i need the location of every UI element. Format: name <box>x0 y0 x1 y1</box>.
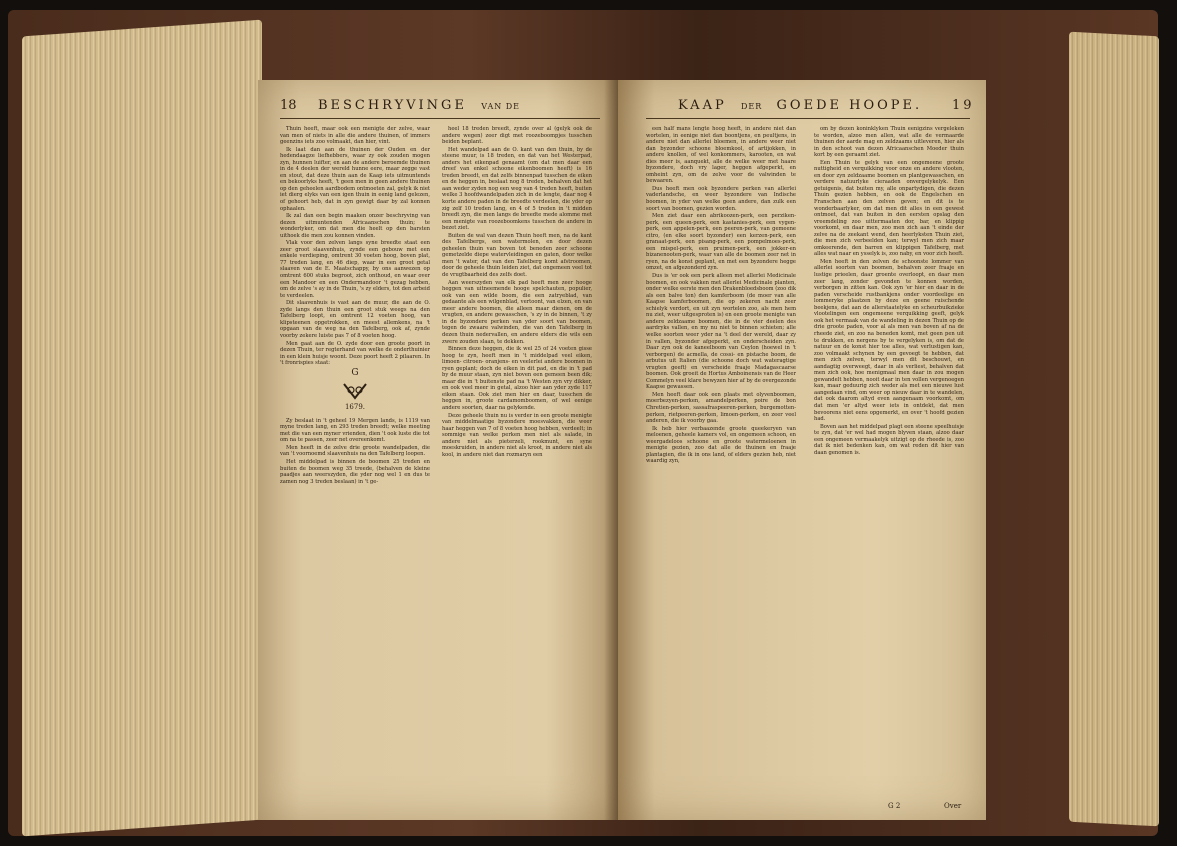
paragraph: Binnen deze heggen, die ik wel 25 of 24 voeten gisse hoog te zyn, heeft men in 't middelpad veel eiken, limoen- citroen- oranjens- en veelerlei andere boomen in ryen geplant; doch de eiken in dit pad, en die in 't pad by de muur staan, zyn niet boven een gemeen been dik; maar die in 't buitenste pad na 't Westen zyn vry dikker, en ook veel meer in getal, alzoo hier aan yder zyde 117 eiken staan. Ook ziet men hier en daar, tusschen de heggen in, groote cardamomboomen, of wel eenige andere soorten, daar na gelykende. <box>442 346 592 411</box>
left-page <box>258 80 618 820</box>
left-page-edges <box>22 20 262 837</box>
left-head-rule <box>280 118 600 119</box>
paragraph: Men heeft in den zelven de schoonste lommer van allerlei soorten van boomen, behalven zeer fraaje en lustige prieelen, daar groente overloopt, en daar men zeer lang, zonder gevonden te konnen worden, verborgen in zitten kan. Ook zyn 'er hier en daar in de paden verscheide rustbankjens onder voordeelige en lommeryke plaatzen by deze en geene ruischende beekjens, dat aan de allerstaatelyke en scheurbuikzieke vlootelingen een ongemeene verquikking geeft, gelyk ook het vermaak van de wandeling in dezen Thuin op de drie groote paden, voor al als men van boven af na de rheede ziet, en zoo na beneden komt, met geen pen uit te drukken, en nergens by te vergelyken is, om dat de natuur en de konst hier toe alles, wat verlustigen kan, zoo volmaakt schynen by een gevoegt te hebben, dat men zich zelven, terwyl men dit beschouwt, en aandagtig overweegt, daar in als verliest, behalven dat men zich ook, hoe menigmaal men daar in zou mogen gewandelt hebben, nooit daar in ten vollen vergenoegen kan, maar geduurig zich weder als met een nieuwe lust aangedaan vind, om weer op nieuw daar in te wandelen, dat ook daarom altyd even aangenaam voorkomt, om dat men 'er altyd weer iets in ontdekt, dat men bevoorens niet eens opgemerkt, en over 't hoofd gezien had. <box>814 258 964 423</box>
paragraph: Deze geheele thuin nu is verder in een groote menigte van middelmaatige byzondere moesvakken, die weer haar heggen van 7 of 8 voeten hoog hebben, verdeelt; in sommige van welke perken men niet als salade, in andere niet als pieterzeli, rookmunt, en syne moeskruiden, in andere niet als kroot, in andere niet als kool, in andere niet dan rozmaryn een <box>442 412 592 458</box>
paragraph: Buiten de wal van dezen Thuin heeft men, na de kant des Tafelbergs, een watermolen, en door dezen geheelen thuin van boven tot beneden zeer schoone gemetzelde diepe watervleidingen en gaten, door welke men 't water, dat van den Tafelberg komt afstroomen, door de geheele thuin leiden ziet, dat ongemeen veel tot de vrugtbaarheid des zelfs doet. <box>442 232 592 279</box>
right-running-head <box>678 98 922 113</box>
voc-monogram-icon <box>342 382 368 400</box>
paragraph: Men gaat aan de O. zyde door een groote poort in dezen Thuin, ter regterhand van welke de onderthuinier in een klein huisje woont. Deze poort heeft 2 pilaaren. In 't fronrispies staat: <box>280 340 430 367</box>
left-head-small: VAN DE <box>481 102 521 111</box>
paragraph: Dus heeft men ook byzondere perken van allerlei vaderlandsche, en weer byzondere van Indische boomen, in yder van welke geen andere, dan zulk een soort van boomen, gezien worden. <box>646 185 796 212</box>
left-column-1 <box>280 126 430 486</box>
paragraph: heel 18 treden breedt, zynde over al (gelyk ook de andere wegen) zeer digt met roozeboompjes tusschen beiden beplant. <box>442 126 592 146</box>
right-head-rule <box>646 118 970 119</box>
paragraph: Dit slaavenhuis is vast aan de muur, die aan de O. zyde langs den thuin een groot stuk weegs na den Tafelberg loopt, en omtrent 12 voeten hoog, van klipsteenen opgetrokken, en meest allemkens, na 't opgaan van de weg na den Tafelberg, ook af, zynde voorby zekere luiste pas 7 of 8 voeten hoog. <box>280 300 430 339</box>
paragraph: Boven aan het middelpad plagt een steene speelhuisje te zyn, dat 'er wel had mogen blyven staan, alzoo daar een ongemeen vermaakelyk uitzigt op de rheede is, zoo dat ik niet bedenken kan, om wat reden dit hier van daan genomen is. <box>814 423 964 456</box>
paragraph: Ik heb hier verbaazende groote queekeryen van meloenen, geheele kamers vol, en ongemeen schoon, en weergadeloos schoone en groote watermeloenen in menigte gezien, zoo dat alle de thuinen en fraaje plantagien, die ik in ons land, of elders gezien heb, niet waardig zyn, <box>646 425 796 465</box>
signature-mark: G 2 <box>888 802 901 810</box>
right-page <box>618 80 986 820</box>
paragraph: Aan weerszyden van elk pad heeft men zeer hooge heggen van uitneemende hooge spelchauten, populier, ook van een wilde boom, die een zatryeblad, van gedaante als een wilgenblad, vertoont, van elzen, en van meer andere boomen, die alleen maar dienen, om de vrugten, en andere gewasschen, 's zy in de binnen, 't zy in de byzondere perken van yder soort van boomen, tegen de zwaare valwinden, die van den Tafelberg in dezen thuin nedervallen, en andere elders die wils een zwere zouden slaan, te dekken. <box>442 279 592 345</box>
paragraph: Vlak voor den zelven langs syne breedte staat een zeer groot slaavenhuis, zynde een gebouw met een enkele verdieping, omtrent 30 voeten hoog, boven plat, 77 treden lang, en 46 diep, waar in een groot getal slaaven van de E. Maatschappy, by ons aanwezen op omtrent 600 stuks begroot, zich onthoud, en waar over een Mandoor en een Ondermandoor 't gezag hebben, om de zelve 's ay in de Thuin, 's zy elders, tot den arbeid te verdeelen. <box>280 240 430 299</box>
paragraph: Men ziet daar een abrikoozen-perk, een perziken-perk, een queen-perk, een kastanies-perk, een vygen-perk, een appelen-perk, een peeren-perk, van gemeene citro, (en elke soort byzonder) een kerzen-perk, een granaat-perk, een pisang-perk, een pompelmoes-perk, een mispel-perk, een pruimen-perk, een jokker-en bizanenooten-perk, waar van alle de boomen zeer net in ryen, na de konst geplant, en met een byzondere hegge omzet, en afgezonderd zyn. <box>646 213 796 272</box>
paragraph: om by dezen koninklyken Thuin eenigzins vergeleken te worden, alzoo men allen, wat alle de vermaarde thuinen der aarde mag en zeldzaams uitleveren, hier als in den schoot van dezen Africaanschen Moeder thuin kort by een geraamt ziet. <box>814 126 964 159</box>
right-column-2 <box>814 126 964 457</box>
right-head-small: DER <box>740 102 763 111</box>
year-inscription: 1679. <box>344 402 366 411</box>
paragraph: Het wandelpad aan de O. kant van den thuin, by de steene muur, is 18 treden, en dat van het Westerpad, anders het eikenpad genaamt (om dat men daar een dreef van enkel schoone eikenboomen heeft) is 16 treden breedt, en dat zelfs binnenpad tusschen de eiken en de heggen in, beslaat nog 8 treden, behalven dat het aan weder zyden nog een weg van 4 treden heeft, buiten welke 3 hoofdwandelpaden zich in de lengte, daar nog 4 korte andere paden in de breedte verdeelen, die yder op zig zelf 10 treden lang, en 4 of 5 treden in 't midden breedt zyn, die men langs de breedte mede alomme met een menigte van roozeboomkens tusschen de andere in bezet ziet. <box>442 146 592 232</box>
left-column-2 <box>442 126 592 459</box>
paragraph: Ik laat dan aan de thuinen der Ouden en der hedendaagze liefhebbers, waar zy ook zouden mogen zyn, hunnen luifter, en aan de andere beroemde thuinen in de 4 deelen der wereld hunne eere, maar zegge vast en stout, dat deze thuin aan de Kaap iets uitmuntends en bekoorlyks heeft, 't geen men in geen andere thuinen op den geheelen aardbodem ontmoeten zal, gelyk ik niet iet dierg elyks van een igen thuin in eenig land gelezen, of gehoort heb, dat in zyn gewigt daar by zal konnen ophaalen. <box>280 146 430 212</box>
right-head-main: KAAP <box>678 98 727 113</box>
paragraph: Dus is 'er ook een perk alleen met allerlei Medicinale boomen, en ook vakken met allerlei Medicinale planten, onder welke eerste men den Drakenbloedsboom (zoo dik als een balve ton) den kamferboom (de moer van alle Kaapse kamferboomen, die op zekeren nacht zeer schielyk verdort, en uit zyn wortelen zoo, als men hem nu ziet, weer uitgesproten is) en een groote menigte van andere zeldzaame boomen, die in de vier deelen des aardryks vallen, en my nu niet te binnen schieten; alle welke soorten weer yder na 't deel der wereld, daar zy in vallen, byzonder afgeperkt, en onderscheiden zyn. Daar zyn ook de kaneelboom van Ceylon (hoewel in 't verborgen) de acmella, de cossi- en pistache boom, de arbutus uit Italien (die schoone doch wat wateragtige vrugten geeft) en verscheide fraaje Madagascaarse boomen. Ook groeit de Hortus Amboinensis van de Heer Commelyn veel klare bewyzen hier af by de overgezonde Kaapse gewassen. <box>646 273 796 391</box>
left-page-number: 18 <box>280 98 297 113</box>
right-page-edges <box>1069 32 1159 827</box>
right-page-number: 19 <box>952 98 975 113</box>
gate-inscription <box>280 368 430 418</box>
catchword: Over <box>944 802 962 810</box>
paragraph: een half mans lengte hoog heeft, in andere niet dan wortelen, in eenige niet dan boontjens, en peultjens, in andere niet dan allerlei bloemen, in andere weer niet dan byzonder schoone bloemkool, of artijokken, in andere knollen, of wel konkommers, karooten, en wat dies meer is, aanquekt, alle de welke weer met haare byzondere, doch vry lager, heggen afgeperkt, en omheint zyn, om de zelve voor de valwinden te bewaaren. <box>646 126 796 185</box>
paragraph: Men heeft daar ook een plaats met olyvenboomen, moerbezyen-perken, amandelperken, poire de bon Chretien-perken, sassafraspeeren-perken, burgemotten-perken, rietpeeren-perken, limoen-perken, en zeer veel anderen, die ik voorby gaa. <box>646 391 796 425</box>
paragraph: Een Thuin te gelyk van een ongemeene groote nuttigheid en verquikking voor onze en andere vlooten, en door zyn zeldzaame boomen en plantgewasschen, en verdere natuurlyke cieraaden onvergelykelyk. Een getuigenis, dat buiten my, alle onpartydigen, die dezen Thuin gezien hebben, en ook de Engelschen en Franschen aan den zelven geven; en dit is te wonderbaarlyker, om dat men dit alles in een gewest ontmoet, dat van buiten in den eersten opslag den vreemdeling zoo uittermaaten dor, bar, en klippig voorkomt, en daar men, zoo men zich aan 't einde der zelve na de zeekant wend, den heerlyksten Thuin ziet, die men zich verbeelden kan; terwyl men zich maar omkeerende, den barren en klippigen Tafelberg, met alles wat naar en ysselyk is, zoo naby, en voor zich heeft. <box>814 159 964 258</box>
right-column-1 <box>646 126 796 466</box>
left-running-head <box>280 98 520 113</box>
initial-letter: G <box>351 367 359 378</box>
right-head-tail: GOEDE HOOPE. <box>776 98 923 113</box>
paragraph: Men heeft in de zelve drie groote wandelpaden, die van 't voornoemd slaavenhuis na den Tafelberg loopen. <box>280 444 430 458</box>
paragraph: Thuin heeft, maar ook een menigte der zelve, waar van men of niets in alle die andere thuinen, of immers geenzins iets zoo volmaakt, dan hier, vint. <box>280 126 430 146</box>
paragraph: Zy beslaat in 't geheel 19 Mergen lands, is 1119 van myne treden lang, en 293 treden breedt; welke meeting met die van een myner vrienden, dien 't ook luste die tot om na te passen, zeer net overeenkomt. <box>280 417 430 444</box>
paragraph: Ik zal dan een begin maaken onzer beschryving van dezen uitmuntenden Africaanschen thuin; te wonderlyker, om dat men die heelt op den barsten uithoek die men zou konnen vinden. <box>280 213 430 239</box>
paragraph: Het middelpad is binnen de boomen 25 treden en buiten de boomen weg 35 treede, (behalven de kleine paadjes aan weerszyden, die yder nog wel 1 en dus te zamen nog 3 treden beslaan) in 't ge- <box>280 458 430 485</box>
left-head-main: BESCHRYVINGE <box>317 98 467 113</box>
